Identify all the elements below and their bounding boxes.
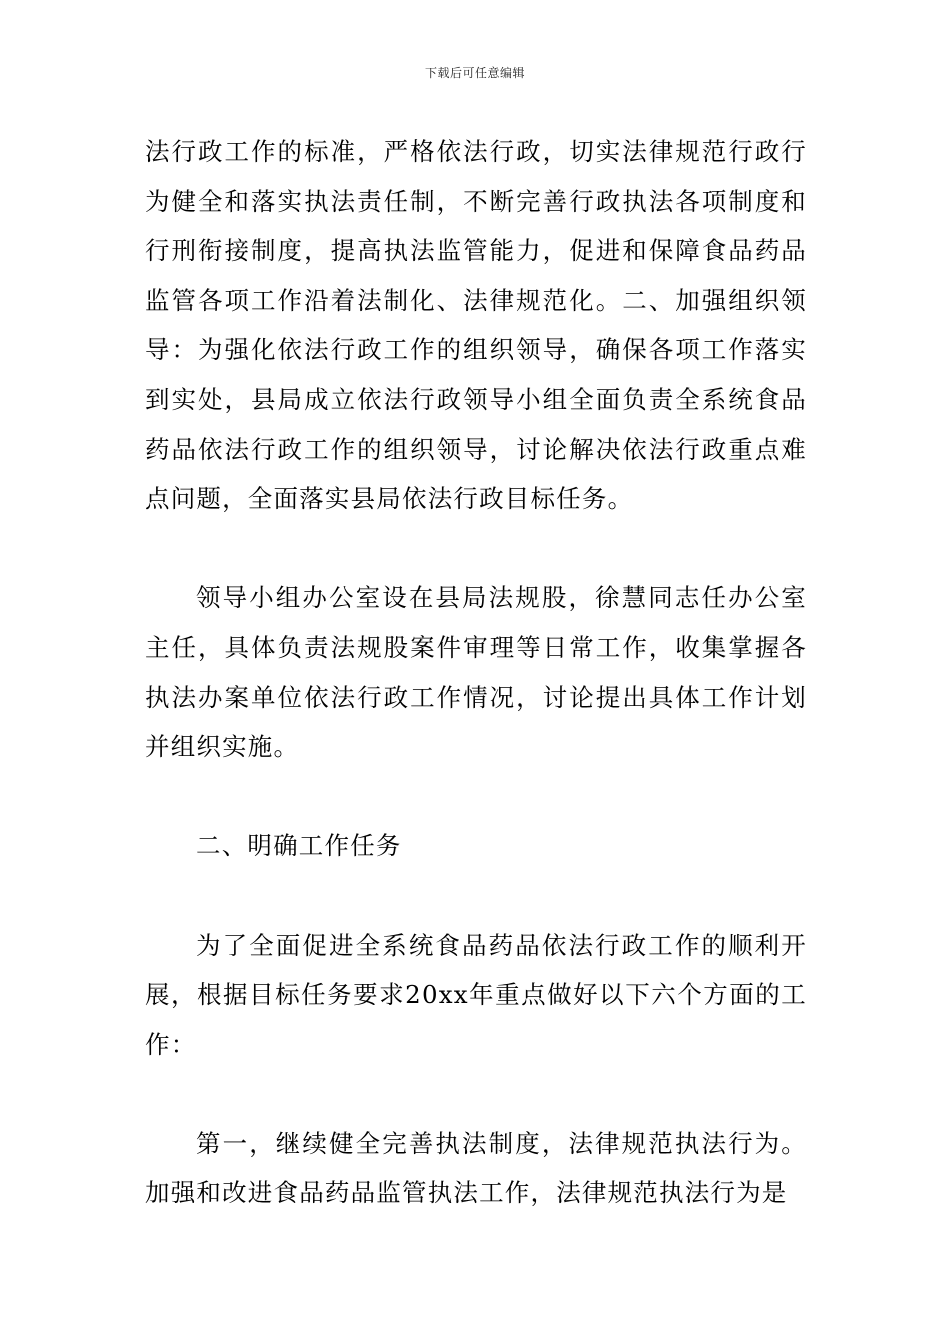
paragraph-continued-text: 法行政工作的标准，严格依法行政，切实法律规范行政行为健全和落实执法责任制，不断完善行政执法各项制度和行刑衔接制度，提高执法监管能力，促进和保障食品药品监管各项工作沿着法制化、法律规范化。二、加强组织领导：为强化依法行政工作的组织领导，确保各项工作落实到实处，县局成立依法行政领导小组全面负责全系统食品药品依法行政工作的组织领导，讨论解决依法行政重点难点问题，全面落实县局依法行政目标任务。 <box>145 137 807 514</box>
paragraph-task-intro: 为了全面促进全系统食品药品依法行政工作的顺利开展，根据目标任务要求20xx年重点做好以下六个方面的工作： <box>145 930 807 1059</box>
paragraph-first-task: 第一，继续健全完善执法制度，法律规范执法行为。加强和改进食品药品监管执法工作，法律规范执法行为是 <box>145 1128 807 1208</box>
page-header-note: 下载后可任意编辑 <box>424 66 525 80</box>
document-body <box>145 127 807 1218</box>
paragraph-office-setup: 领导小组办公室设在县局法规股，徐慧同志任办公室主任，具体负责法规股案件审理等日常工作，收集掌握各执法办案单位依法行政工作情况，讨论提出具体工作计划并组织实施。 <box>145 583 807 762</box>
section-heading-tasks: 二、明确工作任务 <box>196 831 402 861</box>
